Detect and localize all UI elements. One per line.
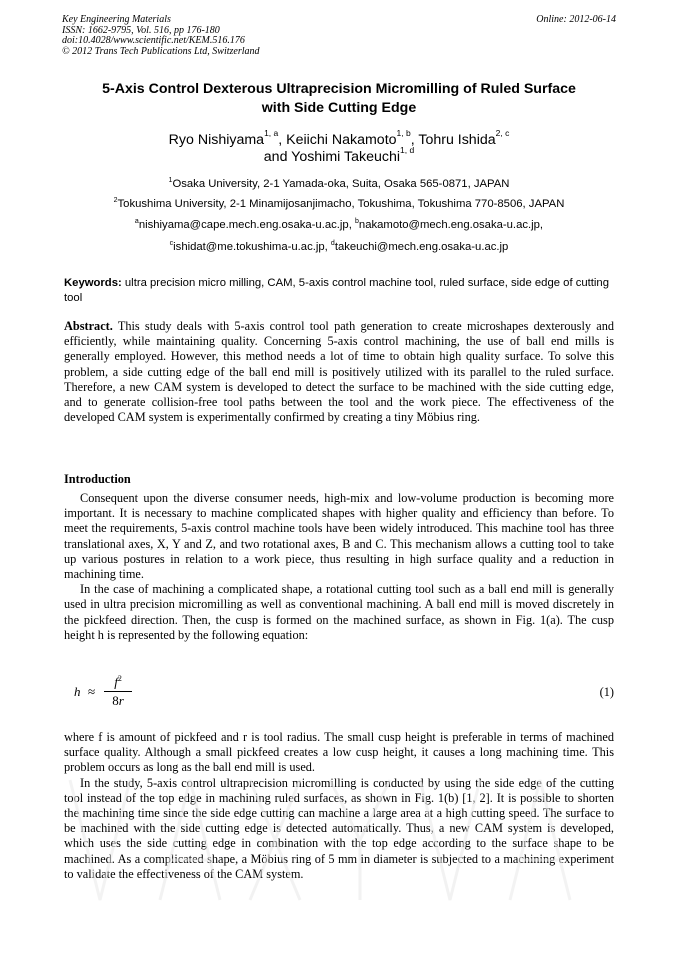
fraction-bar — [104, 691, 132, 692]
author-name: and Yoshimi Takeuchi — [263, 148, 400, 165]
author-affil-mark: 2, c — [495, 128, 510, 139]
author-affil-mark: 1, d — [400, 144, 415, 155]
keywords-text: ultra precision micro milling, CAM, 5-axis control machine tool, ruled surface, side edge of cutting tool — [64, 277, 609, 305]
abstract-text: This study deals with 5-axis control tool path generation to create microshapes dexterously and efficiently, while maintaining quality. Concerning 5-axis control machining, the use of ball end mills is generally employed. However, this method needs a lot of time to obtain high quality surface. To solve this problem, a side cutting edge of the ball end mill is positively utilized with its parallel to the ruled surface. Therefore, a new CAM system is developed to detect the surface to be machined with the side cutting edge, and to generate collision-free tool paths between the tool and the work piece. The effectiveness of the developed CAM system is experimentally confirmed by creating a tiny Möbius ring. — [64, 319, 614, 425]
section-heading-introduction: Introduction — [64, 472, 131, 486]
author-name: , Keiichi Nakamoto — [278, 132, 397, 148]
equation-denominator: 8r — [112, 693, 124, 709]
equation-number: (1) — [599, 685, 614, 699]
email-link[interactable]: nishiyama@cape.mech.eng.osaka-u.ac.jp, — [138, 219, 355, 231]
journal-header — [62, 15, 260, 57]
email-link[interactable]: ishidat@me.tokushima-u.ac.jp, — [173, 241, 331, 253]
journal-copyright: © 2012 Trans Tech Publications Ltd, Switzerland — [62, 45, 260, 57]
intro-paragraph-2: In the case of machining a complicated shape, a rotational cutting tool such as a ball end mill is generally used in ultra precision micromilling as well as conventional machining. A ball end mill is moved discretely in the pickfeed direction. Then, the cusp is formed on the machined surface, as shown in Fig. 1(a). The cusp height h is represented by the following equation: — [64, 582, 614, 642]
intro-paragraphs-1 — [64, 491, 614, 643]
author-list — [60, 128, 618, 165]
journal-issn: ISSN: 1662-9795, Vol. 516, pp 176-180 — [62, 24, 220, 36]
equation-approx: ≈ — [88, 684, 96, 699]
title-line-2: with Side Cutting Edge — [261, 99, 417, 116]
equation-lhs: h — [74, 684, 81, 699]
intro-paragraph-1: Consequent upon the diverse consumer needs, high-mix and low-volume production is becoming more important. It is necessary to machine complicated shapes with higher quality and efficiency than before. To meet the requirements, 5-axis control machine tools have been widely introduced. This machine tool has three translational axes, X, Y and Z, and two rotational axes, B and C. This mechanism allows a cutting tool to take up various postures in relation to a work piece, thus resulting in high surface quality and a reduction in machining time. — [64, 491, 614, 582]
intro-paragraph-3: where f is amount of pickfeed and r is tool radius. The small cusp height is preferable in terms of machined surface quality. Although a small pickfeed creates a low cusp height, it causes a long machining time. This problem occurs as long as the ball end mill is used. — [64, 730, 614, 775]
abstract — [64, 319, 614, 425]
online-date: Online: 2012-06-14 — [536, 14, 616, 25]
author-affil-mark: 1, b — [396, 128, 411, 139]
journal-doi[interactable]: doi:10.4028/www.scientific.net/KEM.516.176 — [62, 35, 245, 47]
email-line-2: $^c$ishidat@me.tokushima-u.ac.jp, $^d$takeuchi@mech.eng.osaka-u.ac.jp — [169, 240, 509, 253]
author-line-1 — [60, 128, 618, 149]
abstract-label: Abstract. — [64, 319, 113, 333]
author-affil-mark: 1, a — [264, 128, 279, 139]
equation-fraction — [104, 674, 132, 709]
email-link[interactable]: takeuchi@mech.eng.osaka-u.ac.jp — [334, 241, 509, 253]
affiliation-2: $^2$Tokushima University, 2-1 Minamijosanjimacho, Tokushima, Tokushima 770-8506, JAPAN — [113, 197, 565, 210]
keywords-label: Keywords: — [64, 277, 122, 289]
affiliation-1: $^1$Osaka University, 2-1 Yamada-oka, Suita, Osaka 565-0871, JAPAN — [168, 177, 510, 190]
paper-title — [60, 80, 618, 117]
intro-paragraphs-2 — [64, 730, 614, 882]
email-line-1: $^a$nishiyama@cape.mech.eng.osaka-u.ac.jp, $^b$nakamoto@mech.eng.osaka-u.ac.jp, — [134, 218, 544, 231]
equation-numerator: $f^2$ — [114, 674, 122, 690]
title-line-1: 5-Axis Control Dexterous Ultraprecision Micromilling of Ruled Surface — [102, 81, 576, 97]
email-link[interactable]: nakamoto@mech.eng.osaka-u.ac.jp, — [358, 219, 544, 231]
journal-name: Key Engineering Materials — [62, 14, 171, 25]
author-name: , Tohru Ishida — [410, 132, 496, 148]
equation-1 — [70, 676, 614, 716]
intro-paragraph-4: In the study, 5-axis control ultraprecision micromilling is conducted by using the side edge of the cutting tool instead of the top edge in machining ruled surfaces, as shown in Fig. 1(b) [1, 2]. It is possible to shorten the machining time since the side edge cutting can machine a large area at a high cutting speed. The surface to be machined with the side cutting edge is detected automatically. Thus, a new CAM system is developed, which uses the side cutting edge in combination with the top edge according to the surface shape to be machined. As a complicated shape, a Möbius ring of 5 mm in diameter is subjected to a machining experiment to validate the effectiveness of the CAM system. — [64, 775, 614, 881]
author-line-2 — [60, 144, 618, 166]
keywords — [64, 276, 616, 307]
author-name: Ryo Nishiyama — [168, 132, 265, 148]
